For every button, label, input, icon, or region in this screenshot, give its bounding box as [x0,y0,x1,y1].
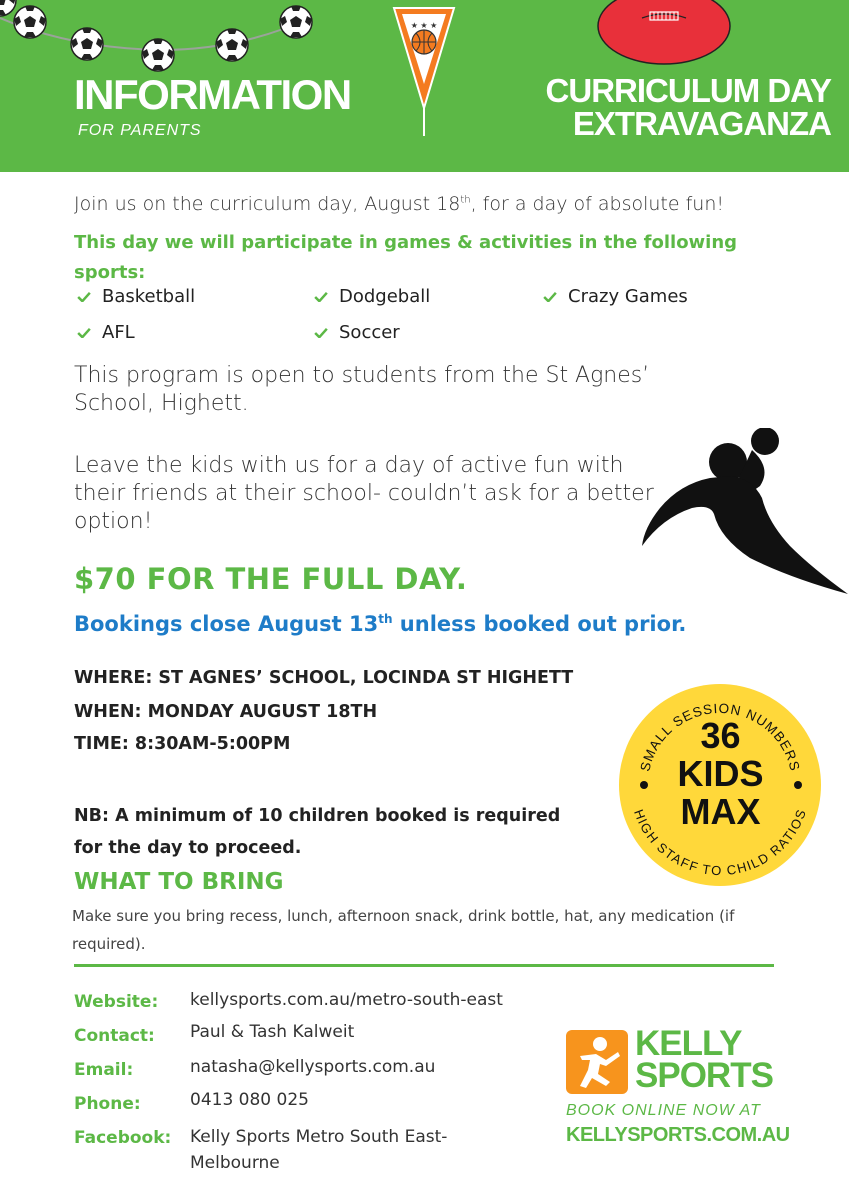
kelly-sports-logo-icon [566,1030,628,1094]
phone-label: Phone: [74,1094,141,1114]
check-icon [76,292,92,302]
facebook-label: Facebook: [74,1128,172,1148]
handball-player-icon [640,428,849,598]
logo-line1: KELLY [635,1024,742,1063]
nb-note [74,800,560,864]
email-link[interactable]: natasha@kellysports.com.au [190,1057,436,1077]
website-link[interactable]: kellysports.com.au/metro-south-east [190,990,503,1010]
badge-line-36: 36 [700,715,741,756]
check-icon [313,292,329,302]
sport-item-soccer [313,322,400,343]
bookings-text-end: unless booked out prior. [392,612,687,636]
nb-note-line2: for the day to proceed. [74,838,302,858]
section-divider [74,964,774,967]
event-title-line2: EXTRAVAGANZA [572,105,831,142]
what-to-bring-text: Make sure you bring recess, lunch, afternoon snack, drink bottle, hat, any medication (if required). [72,907,735,953]
soccer-ball-garland-icon [0,0,330,80]
check-icon [542,292,558,302]
intro-text-end: , for a day of absolute fun! [470,193,724,215]
svg-text:★ ★ ★: ★ ★ ★ [410,21,438,30]
badge-line-kids: KIDS [677,753,764,794]
badge-main-text [618,717,823,831]
intro-text [74,193,724,215]
bookings-text-sup: th [378,612,393,626]
sport-label: Dodgeball [339,286,431,307]
event-title-line1: CURRICULUM DAY [545,72,831,109]
email-label: Email: [74,1060,134,1080]
basketball-pennant-icon [392,0,462,140]
kelly-sports-logo-text [635,1024,773,1095]
where-text: WHERE: ST AGNES’ SCHOOL, LOCINDA ST HIGHETT [74,668,574,688]
check-icon [76,328,92,338]
logo-line2: SPORTS [635,1056,773,1095]
when-text: WHEN: MONDAY AUGUST 18TH [74,702,378,722]
check-icon [313,328,329,338]
badge-bottom-arc: HIGH STAFF TO CHILD RATIOS [631,807,809,879]
sport-label: AFL [102,322,135,343]
info-title: INFORMATION [74,71,351,118]
event-title [501,74,831,140]
sport-item-afl [76,322,135,343]
what-to-bring-title: WHAT TO BRING [74,869,284,895]
contact-label: Contact: [74,1026,155,1046]
price-text: $70 FOR THE FULL DAY. [74,562,468,596]
sport-label: Soccer [339,322,400,343]
sport-label: Basketball [102,286,196,307]
sport-item-crazy-games [542,286,688,307]
phone-link[interactable]: 0413 080 025 [190,1090,309,1110]
contact-value: Paul & Tash Kalweit [190,1022,355,1042]
nb-note-line1: NB: A minimum of 10 children booked is required [74,806,561,826]
time-text: TIME: 8:30AM-5:00PM [74,734,291,754]
facebook-line1: Kelly Sports Metro South East- [190,1127,448,1147]
sport-item-dodgeball [313,286,430,307]
badge-line-max: MAX [680,791,761,832]
sports-heading: This day we will participate in games & activities in the following sports: [74,232,738,283]
program-text: This program is open to students from the St Agnes’ School, Highett. [74,363,650,416]
info-subtitle: FOR PARENTS [78,122,202,139]
header-banner [0,0,849,172]
book-online-tagline: BOOK ONLINE NOW AT [566,1102,761,1119]
website-label: Website: [74,992,159,1012]
facebook-line2: Melbourne [190,1153,280,1173]
intro-text-sup: th [460,194,471,206]
sport-label: Crazy Games [568,286,688,307]
intro-text-main: Join us on the curriculum day, August 18 [74,193,461,215]
kelly-sports-url[interactable]: KELLYSPORTS.COM.AU [566,1124,790,1146]
afl-football-icon [596,0,736,70]
sport-item-basketball [76,286,195,307]
bookings-text-main: Bookings close August 13 [74,612,379,636]
badge-top-arc: SMALL SESSION NUMBERS [637,700,803,773]
facebook-link[interactable] [190,1124,447,1176]
leave-kids-text: Leave the kids with us for a day of active fun with their friends at their school- couldn’t ask for a better option! [74,453,654,534]
bookings-text [74,612,686,636]
